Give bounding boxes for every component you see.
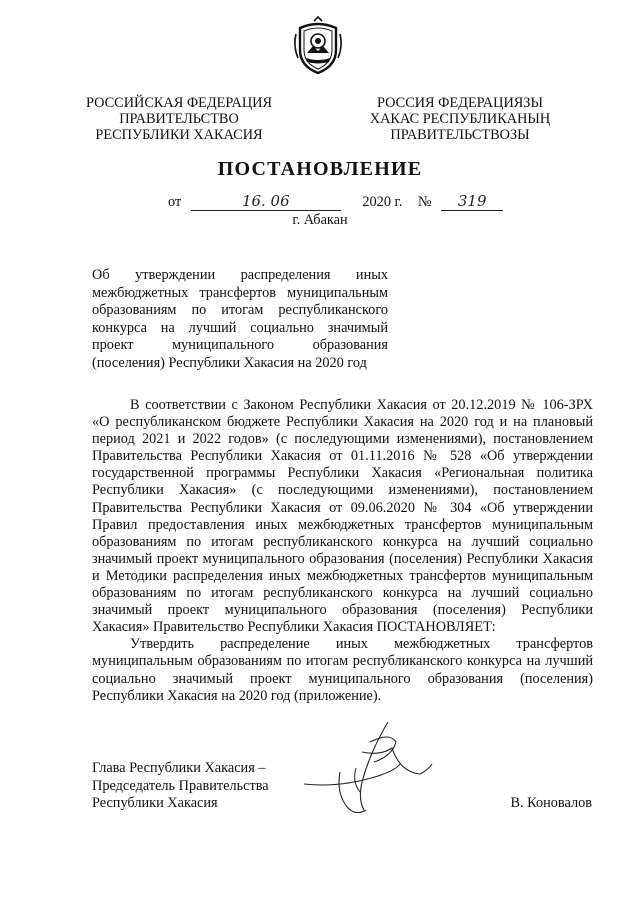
number-sign: № <box>417 194 432 210</box>
header-right-line-3: ПРАВИТЕЛЬСТВОЗЫ <box>390 127 530 143</box>
body-paragraph-2: Утвердить распределение иных межбюджетных трансфертов муниципальным образованиям по итогам республиканского конкурса на лучший социально значимый проект муниципального образования (поселения) Республики Хакасия на 2020 год (приложение). <box>92 636 593 704</box>
signatory-position-line-2: Председатель Правительства <box>92 777 269 794</box>
header-right <box>360 95 560 143</box>
signatory-position <box>92 760 269 813</box>
date-year: 2020 г. <box>362 194 403 210</box>
coat-of-arms-emblem <box>290 16 346 76</box>
signatory-name: В. Коновалов <box>510 795 592 811</box>
header-left <box>84 95 274 143</box>
header-left-line-3: РЕСПУБЛИКИ ХАКАСИЯ <box>95 127 263 143</box>
number-handwritten: 319 <box>441 193 503 211</box>
header-left-line-2: ПРАВИТЕЛЬСТВО <box>119 111 239 127</box>
date-line <box>168 193 503 213</box>
signatory-position-line-3: Республики Хакасия <box>92 795 218 811</box>
header-left-line-1: РОССИЙСКАЯ ФЕДЕРАЦИЯ <box>86 95 272 111</box>
body-paragraph-1: В соответствии с Законом Республики Хакасия от 20.12.2019 № 106-ЗРХ «О республиканском бюджете Республики Хакасия на 2020 год и на плановый период 2021 и 2022 годов» (с последующими изменениями), постановлением Правительства Республики Хакасия от 01.11.2016 № 528 «Об утверждении государственной программы Республики Хакасия «Региональная политика Республики Хакасия» (с последующими изменениями), постановлением Правительства Республики Хакасия от 09.06.2020 № 304 «Об утверждении Правил предоставления иных межбюджетных трансфертов муниципальным образованиям по итогам республиканского конкурса на лучший социально значимый проект муниципального образования (поселения) Республики Хакасия и Методики распределения иных межбюджетных трансфертов муниципальным образованиям по итогам республиканского конкурса на лучший социально значимый проект муниципального образования (поселения) Республики Хакасия» Правительство Республики Хакасия ПОСТАНОВЛЯЕТ: <box>92 397 593 636</box>
date-handwritten: 16. 06 <box>191 193 341 211</box>
document-body <box>92 397 593 705</box>
header-right-line-1: РОССИЯ ФЕДЕРАЦИЯЗЫ <box>377 95 543 111</box>
document-title: ПОСТАНОВЛЕНИЕ <box>217 158 423 180</box>
signatory-position-line-1: Глава Республики Хакасия – <box>92 760 266 776</box>
handwritten-signature <box>300 712 435 827</box>
document-subject: Об утверждении распределения иных межбюджетных трансфертов муниципальным образованиям по итогам республиканского конкурса на лучший социально значимый проект муниципального образования (поселения) Республики Хакасия на 2020 год <box>92 267 388 371</box>
date-prefix: от <box>168 194 182 210</box>
city: г. Абакан <box>292 212 348 228</box>
header-right-line-2: ХАКАС РЕСПУБЛИКАНЫҢ <box>369 111 551 127</box>
